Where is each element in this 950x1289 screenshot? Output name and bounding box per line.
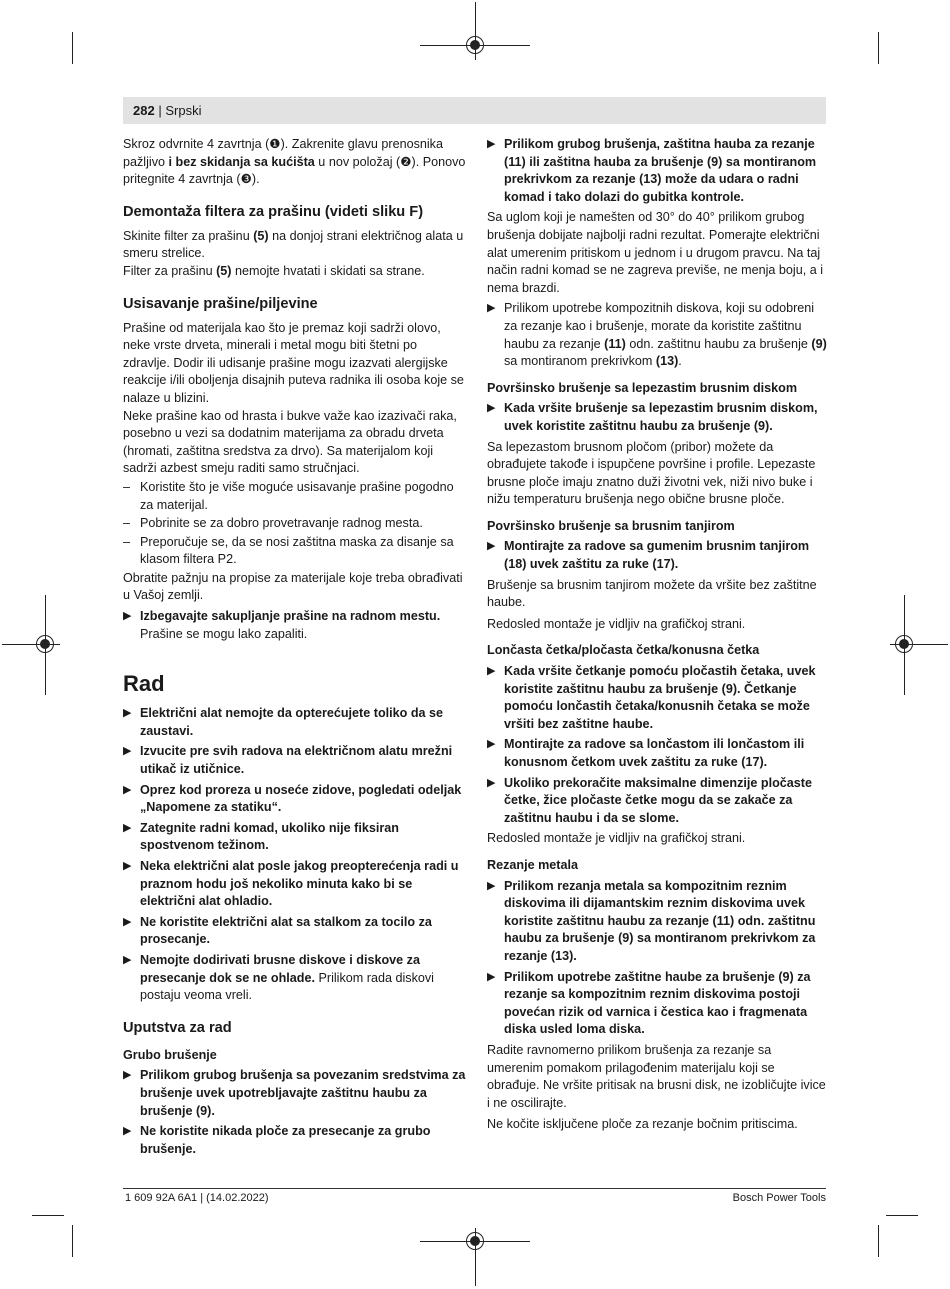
bullet-item: ▶ Zategnite radni komad, ukoliko nije fiksiran spostvenom težinom. [123,820,399,853]
registration-mark-icon [466,36,484,54]
page-number: 282 [133,103,155,118]
bullet-item: ▶ Oprez kod proreza u noseće zidove, pogledati odeljak „Napomene za statiku“. [123,782,462,815]
arrow-bullet-icon: ▶ [123,860,132,872]
bullet-item: ▶ Kada vršite brušenje sa lepezastim brusnim diskom, uvek koristite zaštitnu haubu za brušenje (9). [487,401,818,433]
crop-mark [886,1215,918,1216]
arrow-bullet-icon: ▶ [487,138,496,150]
registration-mark-icon [895,635,913,653]
page-header [133,103,201,119]
footer-rule [123,1188,826,1189]
intro-paragraph: Skroz odvrnite 4 zavrtnja (❶). Zakrenite glavu prenosnika pažljivo i bez skidanja sa kućišta u nov položaj (❷). Ponovo pritegnite 4 zavrtnja (❸). [123,137,466,187]
section-heading-instructions: Uputstva za rad [123,1019,232,1036]
subheading-lepezasti: Površinsko brušenje sa lepezastim brusnim diskom [487,380,798,395]
arrow-bullet-icon: ▶ [123,745,132,758]
bullet-item: ▶ Montirajte za radove sa gumenim brusnim tanjirom (18) uvek zaštitu za ruke (17). [487,539,810,572]
paragraph: Brušenje sa brusnim tanjirom možete da vršite bez zaštitne haube. [487,577,817,610]
bullet-item: ▶ Prilikom upotrebe kompozitnih diskova, koji su odobreni za rezanje kao i brušenje, morate da koristite zaštitnu haubu za rezanje (11) odn. zaštitnu haubu za brušenje (9) sa montiranom prekrivkom (13). [487,301,827,369]
paragraph: Neke prašine kao od hrasta i bukve važe kao izazivači raka, posebno u vezi sa dodatnim materijama za obradu drveta (hromati, zaštitna sredstva za drvo). Sa materijalom koji sadrži azbest smeju raditi samo stručnjaci. [123,408,457,476]
bullet-item: ▶ Neka električni alat posle jakog preopterećenja radi u praznom hodu još nekoliko minuta kako bi se električni alat ohladio. [123,859,459,909]
bullet-item: ▶ Nemojte dodirivati brusne diskove i diskove za presecanje dok se ne ohlade. Prilikom rada diskovi postaju veoma vreli. [123,952,434,1003]
paragraph: Skinite filter za prašinu (5) na donjoj strani električnog alata u smeru strelice. [123,228,464,261]
footer-brand: Bosch Power Tools [732,1192,826,1204]
bullet-item: ▶ Prilikom grubog brušenja, zaštitna hauba za rezanje (11) ili zaštitna hauba za brušenje (9) sa montiranom prekrivkom za rezanje (13) može da udara o radni komad i tako dolazi do gubitka kontrole. [487,137,817,204]
arrow-bullet-icon: ▶ [123,915,132,928]
arrow-bullet-icon: ▶ [487,540,496,553]
bullet-item: ▶ Montirajte za radove sa lončastom ili lončastom ili konusnom četkom uvek zaštitu za ruke (17). [487,737,805,769]
paragraph: Redosled montaže je vidljiv na grafičkoj strani. [487,616,746,631]
paragraph: Prašine od materijala kao što je premaz koji sadrži olovo, neke vrste drveta, minerali i metal mogu biti štetni po zdravlje. Dodir ili udisanje prašine mogu izazvati alergijske reakcije i/ili oboljenja disajnih puteva radnika ili osoba koje se nalaze u blizini. [123,320,464,405]
crop-mark [878,1225,879,1257]
paragraph: Obratite pažnju na propise za materijale koje treba obrađivati u Vašoj zemlji. [123,570,463,603]
registration-mark-icon [36,635,54,653]
bullet-item: ▶ Izbegavajte sakupljanje prašine na radnom mestu. Prašine se mogu lako zapaliti. [123,609,441,641]
registration-mark-icon [466,1232,484,1250]
paragraph: Redosled montaže je vidljiv na grafičkoj strani. [487,831,746,846]
header-language: Srpski [165,103,202,118]
right-column [487,136,830,1134]
arrow-bullet-icon: ▶ [123,783,132,796]
bullet-item: ▶ Prilikom rezanja metala sa kompozitnim reznim diskovima ili dijamantskim reznim diskovima uvek koristite zaštitnu haubu za rezanje (11) odn. zaštitnu haubu za brušenje (9) sa montiranom prekrivkom za rezanje (13). [487,878,816,963]
bullet-item: ▶ Kada vršite četkanje pomoću pločastih četaka, uvek koristite zaštitnu haubu za brušenje (9). Četkanje pomoću lončastih četaka/konusnih četaka se može vršiti bez zaštitne haube. [487,664,816,731]
paragraph: Radite ravnomerno prilikom brušenja za rezanje sa umerenim pomakom prilagođenim materijalu koji se obrađuje. Ne vršite pritisak na brusni disk, ne izobličujte ivice i ne oscilirajte. [487,1042,826,1110]
crop-mark [878,32,879,64]
dash-list-item: – Preporučuje se, da se nosi zaštitna maska za disanje sa klasom filtera P2. [123,534,454,567]
paragraph: Ne kočite isključene ploče za rezanje bočnim pritiscima. [487,1117,798,1132]
dash-list-item: – Pobrinite se za dobro provetravanje radnog mesta. [123,516,423,531]
section-heading-filter: Demontaža filtera za prašinu (videti sliku F) [123,203,424,220]
bullet-item: ▶ Električni alat nemojte da opterećujete toliko da se zaustavi. [123,706,444,738]
arrow-bullet-icon: ▶ [123,953,132,966]
arrow-bullet-icon: ▶ [123,1125,132,1138]
section-heading-dust: Usisavanje prašine/piljevine [123,295,318,312]
header-separator: | [158,103,162,118]
arrow-bullet-icon: ▶ [487,879,496,892]
paragraph: Sa lepezastom brusnom pločom (pribor) možete da obrađujete takođe i ispupčene površine i profile. Lepezaste brusne ploče imaju znatno duži životni vek, niži nivo buke i nižu temperaturu brušenja nego obične brusne ploče. [487,439,816,507]
paragraph: Filter za prašinu (5) nemojte hvatati i skidati sa strane. [123,263,425,278]
arrow-bullet-icon: ▶ [487,776,496,789]
subheading-tanjir: Površinsko brušenje sa brusnim tanjirom [487,518,735,533]
section-heading-rad: Rad [123,671,165,697]
bullet-item: ▶ Prilikom upotrebe zaštitne haube za brušenje (9) za rezanje sa kompozitnim reznim diskovima postoji povećan rizik od varnica i čestica kao i fragmenata diska usled loma diska. [487,969,811,1037]
arrow-bullet-icon: ▶ [487,402,496,415]
arrow-bullet-icon: ▶ [123,821,132,834]
crop-mark [72,32,73,64]
subheading-grubo: Grubo brušenje [123,1047,217,1062]
bullet-item: ▶ Ukoliko prekoračite maksimalne dimenzije pločaste četke, žice pločaste četke mogu da se zakače za zaštitnu haubu i da se slome. [487,775,812,825]
arrow-bullet-icon: ▶ [487,738,496,751]
crop-mark [32,1215,64,1216]
arrow-bullet-icon: ▶ [487,665,496,678]
page-header-bar [123,97,826,124]
bullet-item: ▶ Ne koristite električni alat sa stalkom za tocilo za prosecanje. [123,914,432,947]
arrow-bullet-icon: ▶ [123,707,132,720]
bullet-item: ▶ Izvucite pre svih radova na električnom alatu mrežni utikač iz utičnice. [123,744,453,777]
arrow-bullet-icon: ▶ [487,970,496,983]
arrow-bullet-icon: ▶ [487,302,496,315]
subheading-cetka: Lončasta četka/pločasta četka/konusna četka [487,643,760,658]
dash-list-item: – Koristite što je više moguće usisavanje prašine pogodno za materijal. [123,479,454,512]
arrow-bullet-icon: ▶ [123,610,132,623]
paragraph: Sa uglom koji je namešten od 30° do 40° prilikom grubog brušenja dobijate najbolji radni rezultat. Pomerajte električni alat umerenim pritiskom u jednom i u drugom pravcu. Na taj način radni komad se ne zagreva previše, ne menja boju, a i nema brazdi. [487,210,824,295]
crop-mark [72,1225,73,1257]
subheading-metal: Rezanje metala [487,857,578,872]
left-column [123,136,466,1161]
bullet-item: ▶ Prilikom grubog brušenja sa povezanim sredstvima za brušenje uvek upotrebljavajte zaštitnu haubu za brušenje (9). [123,1068,466,1118]
arrow-bullet-icon: ▶ [123,1069,132,1082]
bullet-item: ▶ Ne koristite nikada ploče za presecanje za grubo brušenje. [123,1124,431,1156]
footer-doc-code: 1 609 92A 6A1 | (14.02.2022) [125,1192,269,1204]
